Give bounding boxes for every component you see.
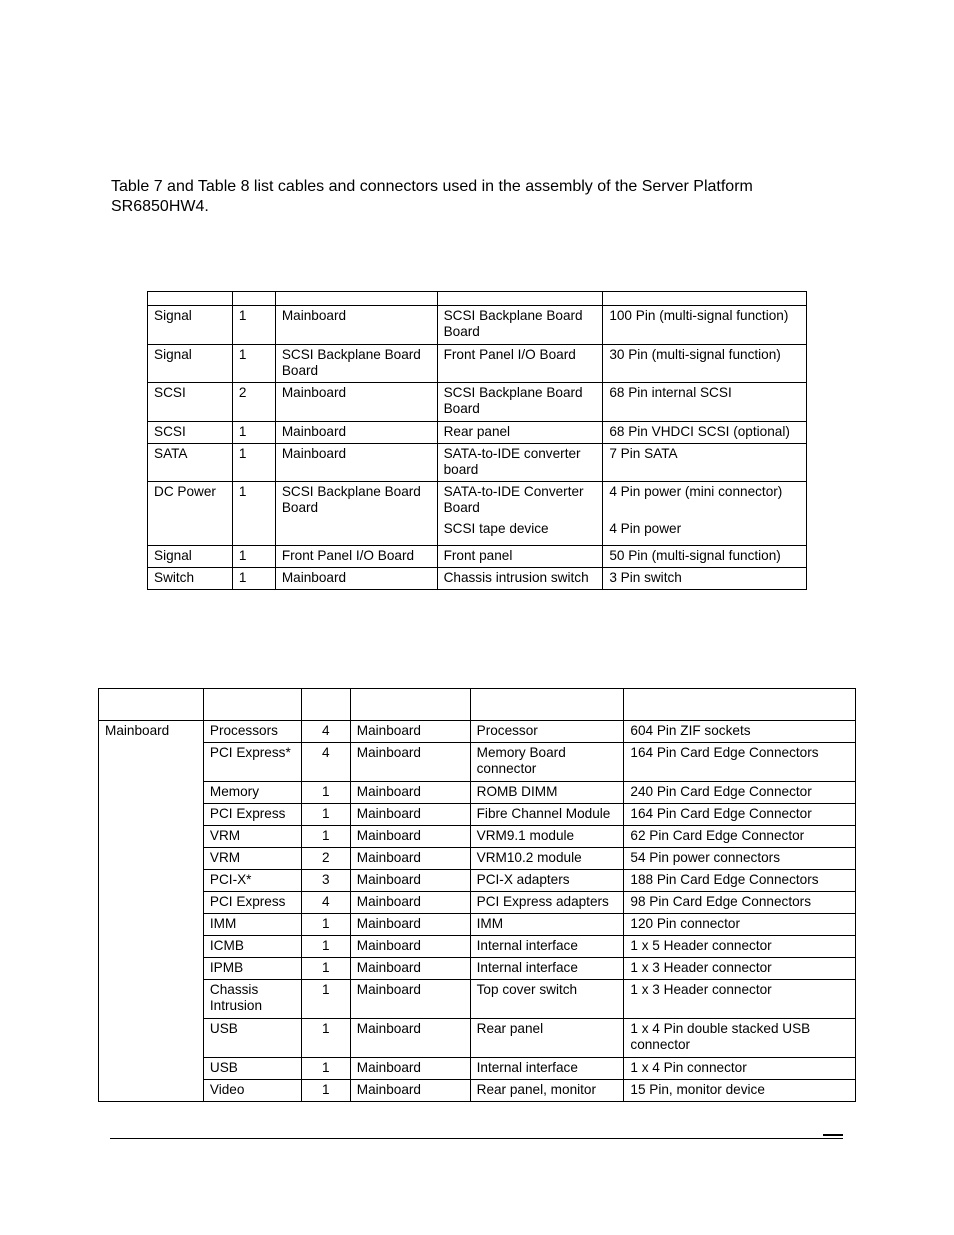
connector-location: Mainboard [350, 804, 470, 826]
connector-desc: 1 x 4 Pin connector [624, 1058, 856, 1080]
connector-location: Mainboard [350, 870, 470, 892]
table-row [148, 306, 807, 345]
cable-to-secondary: SCSI tape device [443, 521, 549, 536]
cable-from: SCSI Backplane Board Board [275, 345, 437, 383]
connector-name: ICMB [203, 936, 301, 958]
cable-qty: 1 [232, 568, 275, 590]
connector-desc: 604 Pin ZIF sockets [624, 721, 856, 743]
cable-from: Mainboard [275, 444, 437, 482]
table-row [99, 980, 856, 1019]
connector-location: Mainboard [350, 848, 470, 870]
table-header-row [148, 292, 807, 306]
cable-desc: 68 Pin internal SCSI [603, 383, 807, 422]
connector-desc: 164 Pin Card Edge Connectors [624, 743, 856, 782]
cable-to: SATA-to-IDE Converter Board [443, 484, 584, 515]
connector-desc: 1 x 5 Header connector [624, 936, 856, 958]
table-row [99, 1080, 856, 1102]
cable-type: SCSI [148, 422, 233, 444]
connector-location: Mainboard [350, 958, 470, 980]
connects-to: VRM9.1 module [470, 826, 624, 848]
table-row [99, 848, 856, 870]
connector-location: Mainboard [350, 980, 470, 1019]
cable-qty: 1 [232, 345, 275, 383]
connector-name: PCI Express [203, 892, 301, 914]
cable-desc-secondary: 4 Pin power [609, 521, 682, 536]
connects-to: IMM [470, 914, 624, 936]
connects-to: Rear panel, monitor [470, 1080, 624, 1102]
connector-desc: 120 Pin connector [624, 914, 856, 936]
cable-to: Rear panel [437, 422, 603, 444]
connector-name: Chassis Intrusion [203, 980, 301, 1019]
cable-type: SATA [148, 444, 233, 482]
connects-to: Internal interface [470, 936, 624, 958]
connector-qty: 4 [301, 743, 350, 782]
connects-to: PCI-X adapters [470, 870, 624, 892]
connector-desc: 54 Pin power connectors [624, 848, 856, 870]
connector-qty: 1 [301, 1058, 350, 1080]
table-row [99, 1058, 856, 1080]
connector-desc: 62 Pin Card Edge Connector [624, 826, 856, 848]
table-row [99, 721, 856, 743]
connector-qty: 1 [301, 936, 350, 958]
cable-desc: 4 Pin power (mini connector) [609, 484, 783, 499]
cable-to: Front panel [437, 546, 603, 568]
table-row [99, 782, 856, 804]
connector-name: VRM [203, 826, 301, 848]
connector-name: Video [203, 1080, 301, 1102]
connector-qty: 1 [301, 980, 350, 1019]
footer-mark [823, 1134, 843, 1136]
table-header-row [99, 689, 856, 721]
table-row [99, 743, 856, 782]
cable-to: Front Panel I/O Board [437, 345, 603, 383]
table-row [148, 482, 807, 546]
cable-desc-cell [603, 482, 807, 546]
connects-to: Memory Board connector [470, 743, 624, 782]
cables-table [147, 291, 807, 590]
cable-to: SCSI Backplane Board Board [437, 383, 603, 422]
connector-name: PCI Express* [203, 743, 301, 782]
connects-to: Internal interface [470, 1058, 624, 1080]
connector-name: IPMB [203, 958, 301, 980]
connector-location: Mainboard [350, 743, 470, 782]
connects-to: Processor [470, 721, 624, 743]
connector-location: Mainboard [350, 1058, 470, 1080]
connector-desc: 98 Pin Card Edge Connectors [624, 892, 856, 914]
connector-qty: 1 [301, 804, 350, 826]
table-row [148, 383, 807, 422]
connectors-table [98, 688, 856, 1102]
connector-qty: 1 [301, 958, 350, 980]
connects-to: VRM10.2 module [470, 848, 624, 870]
table-row [148, 345, 807, 383]
connector-qty: 3 [301, 870, 350, 892]
connector-qty: 1 [301, 1019, 350, 1058]
connector-name: USB [203, 1019, 301, 1058]
connector-desc: 1 x 3 Header connector [624, 958, 856, 980]
board-group: Mainboard [99, 721, 204, 1102]
connector-desc: 15 Pin, monitor device [624, 1080, 856, 1102]
cable-from: Mainboard [275, 306, 437, 345]
cable-from: Front Panel I/O Board [275, 546, 437, 568]
connector-location: Mainboard [350, 826, 470, 848]
connector-location: Mainboard [350, 721, 470, 743]
connector-name: PCI Express [203, 804, 301, 826]
connects-to: Internal interface [470, 958, 624, 980]
cable-qty: 1 [232, 422, 275, 444]
cable-from: Mainboard [275, 383, 437, 422]
intro-paragraph: Table 7 and Table 8 list cables and connectors used in the assembly of the Server Platform SR6850HW4. [111, 178, 753, 215]
connector-location: Mainboard [350, 1019, 470, 1058]
cable-from: Mainboard [275, 422, 437, 444]
connector-qty: 1 [301, 782, 350, 804]
footer-divider [110, 1138, 843, 1139]
table-row [99, 870, 856, 892]
table-row [148, 422, 807, 444]
cable-type: Signal [148, 306, 233, 345]
cable-to: SATA-to-IDE converter board [437, 444, 603, 482]
cable-from: Mainboard [275, 568, 437, 590]
cable-qty: 2 [232, 383, 275, 422]
connector-qty: 1 [301, 914, 350, 936]
connector-location: Mainboard [350, 936, 470, 958]
cable-desc: 68 Pin VHDCI SCSI (optional) [603, 422, 807, 444]
connector-qty: 1 [301, 826, 350, 848]
connector-name: Memory [203, 782, 301, 804]
connects-to: ROMB DIMM [470, 782, 624, 804]
cable-desc: 3 Pin switch [603, 568, 807, 590]
connector-name: PCI-X* [203, 870, 301, 892]
connector-location: Mainboard [350, 782, 470, 804]
cable-desc: 100 Pin (multi-signal function) [603, 306, 807, 345]
cable-type: DC Power [148, 482, 233, 546]
cable-qty: 1 [232, 306, 275, 345]
connects-to: Top cover switch [470, 980, 624, 1019]
cable-desc: 30 Pin (multi-signal function) [603, 345, 807, 383]
connector-name: IMM [203, 914, 301, 936]
connector-location: Mainboard [350, 914, 470, 936]
table-row [99, 892, 856, 914]
cable-desc: 50 Pin (multi-signal function) [603, 546, 807, 568]
cable-to: SCSI Backplane Board Board [437, 306, 603, 345]
connector-qty: 4 [301, 721, 350, 743]
table-row [99, 826, 856, 848]
connector-desc: 1 x 3 Header connector [624, 980, 856, 1019]
cable-qty: 1 [232, 482, 275, 546]
cable-desc: 7 Pin SATA [603, 444, 807, 482]
connector-name: USB [203, 1058, 301, 1080]
connector-qty: 1 [301, 1080, 350, 1102]
cable-type: SCSI [148, 383, 233, 422]
cable-type: Signal [148, 345, 233, 383]
table-row [148, 568, 807, 590]
table-row [99, 958, 856, 980]
table-row [99, 1019, 856, 1058]
table-row [148, 444, 807, 482]
connector-desc: 164 Pin Card Edge Connector [624, 804, 856, 826]
cable-qty: 1 [232, 444, 275, 482]
table-row [99, 804, 856, 826]
cable-from: SCSI Backplane Board Board [275, 482, 437, 546]
connector-location: Mainboard [350, 1080, 470, 1102]
cable-qty: 1 [232, 546, 275, 568]
cable-to-cell [437, 482, 603, 546]
cable-to: Chassis intrusion switch [437, 568, 603, 590]
connector-name: Processors [203, 721, 301, 743]
connects-to: Fibre Channel Module [470, 804, 624, 826]
cable-type: Switch [148, 568, 233, 590]
connects-to: Rear panel [470, 1019, 624, 1058]
table-row [99, 914, 856, 936]
connector-qty: 4 [301, 892, 350, 914]
connector-desc: 240 Pin Card Edge Connector [624, 782, 856, 804]
cable-type: Signal [148, 546, 233, 568]
connector-desc: 188 Pin Card Edge Connectors [624, 870, 856, 892]
table-row [99, 936, 856, 958]
connector-desc: 1 x 4 Pin double stacked USB connector [624, 1019, 856, 1058]
connector-location: Mainboard [350, 892, 470, 914]
connector-name: VRM [203, 848, 301, 870]
table-row [148, 546, 807, 568]
connects-to: PCI Express adapters [470, 892, 624, 914]
connector-qty: 2 [301, 848, 350, 870]
